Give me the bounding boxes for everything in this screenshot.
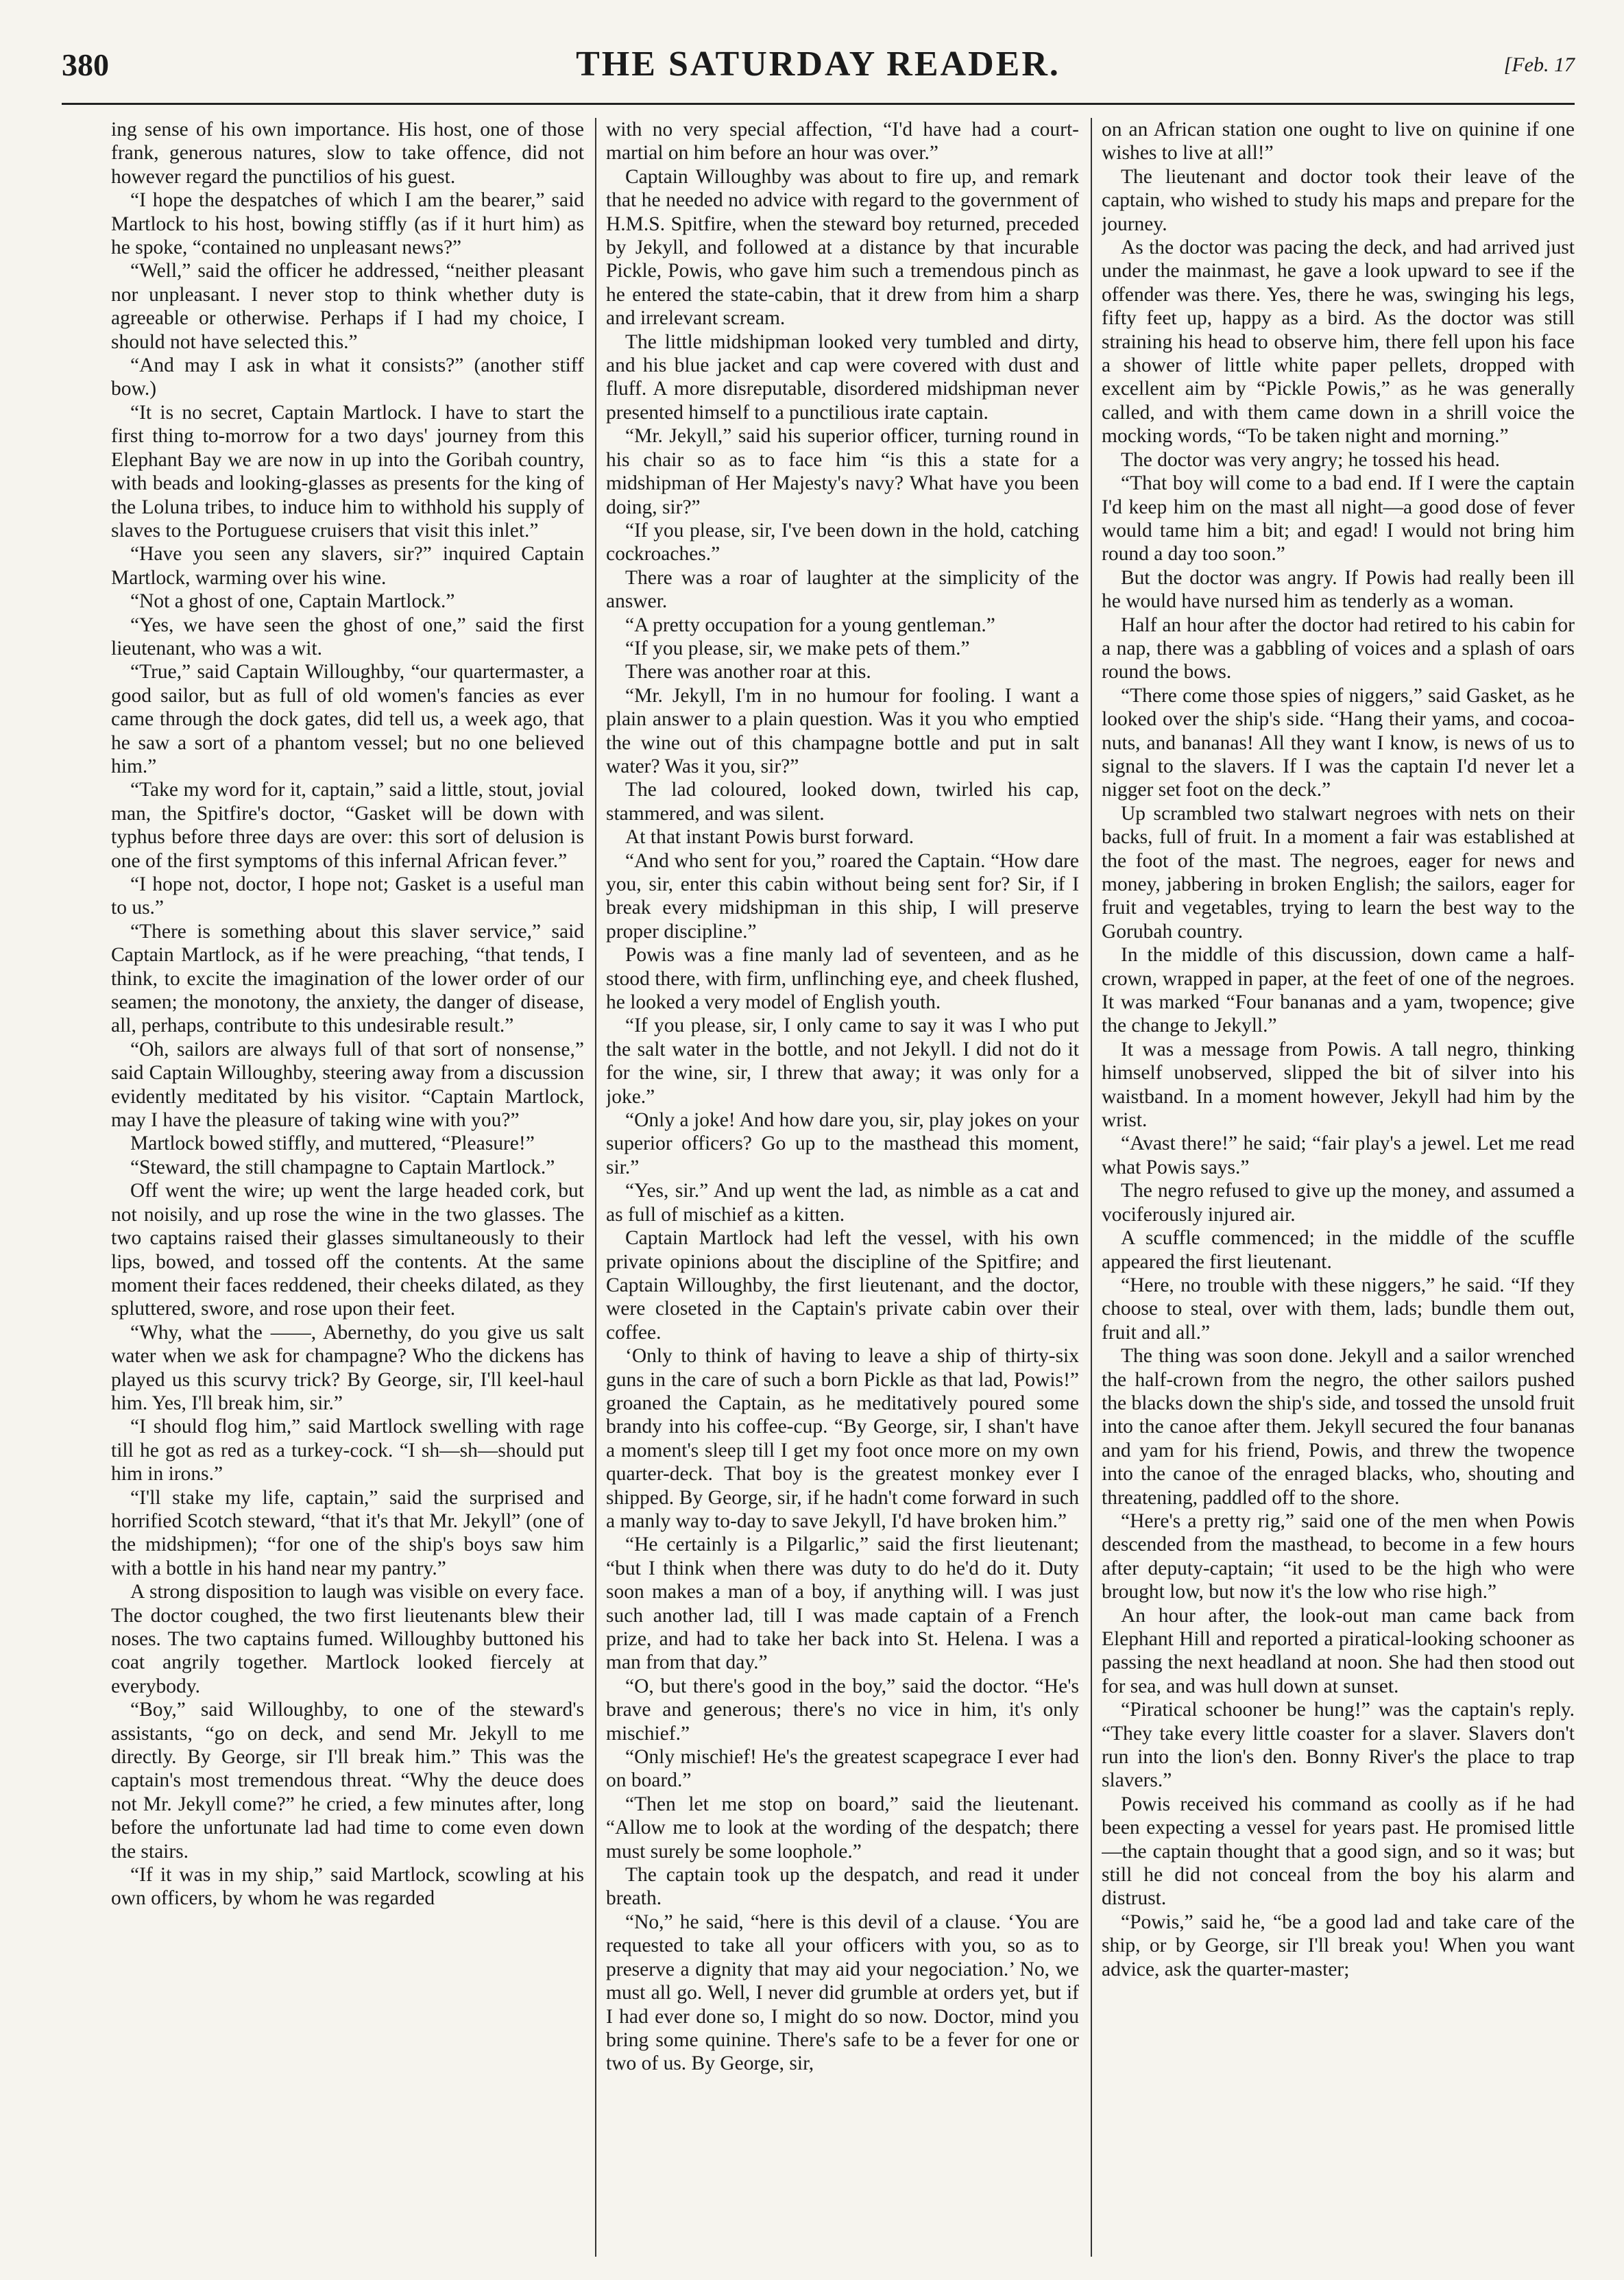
paragraph: “Avast there!” he said; “fair play's a jewel. Let me read what Powis says.”	[1102, 1132, 1575, 1178]
paragraph: “Yes, sir.” And up went the lad, as nimble as a cat and as full of mischief as a kitten.	[606, 1180, 1079, 1226]
paragraph: There was a roar of laughter at the simplicity of the answer.	[606, 566, 1079, 613]
paragraph: “Here's a pretty rig,” said one of the men when Powis descended from the masthead, to become in a few hours after deputy-captain; “it used to be the high who were brought low, but now it's the low who rise high.”	[1102, 1509, 1575, 1603]
paragraph: ing sense of his own importance. His host, one of those frank, generous natures, slow to take offence, did not however regard the punctilios of his guest.	[111, 119, 584, 188]
paragraph: “No,” he said, “here is this devil of a clause. ‘You are requested to take all your officers with you, so as to preserve a dignity that may aid your negociation.’ No, we must all go. Well, I never did grumble at orders yet, but if I had ever done so, I might do so now. Doctor, mind you bring some quinine. There's safe to be a fever for one or two of us. By George, sir,	[606, 1911, 1079, 2075]
paragraph: “There is something about this slaver service,” said Captain Martlock, as if he were preaching, “that tends, I think, to excite the imagination of the lower order of our seamen; the monotony, the anxiety, the danger of disease, all, perhaps, contribute to this undesirable result.”	[111, 920, 584, 1037]
paragraph: Powis was a fine manly lad of seventeen, and as he stood there, with firm, unflinching eye, and cheek flushed, he looked a very model of English youth.	[606, 944, 1079, 1014]
paragraph: “Well,” said the officer he addressed, “neither pleasant nor unpleasant. I never stop to think whether duty is agreeable or otherwise. Perhaps if I had my choice, I should not have selected this.”	[111, 260, 584, 353]
paragraph: “Only mischief! He's the greatest scapegrace I ever had on board.”	[606, 1746, 1079, 1792]
paragraph: “Boy,” said Willoughby, to one of the steward's assistants, “go on deck, and send Mr. Jekyll to me directly. By George, sir I'll break him.” This was the captain's most tremendous threat. “Why the deuce does not Mr. Jekyll come?” he cried, a few minutes after, long before the unfortunate lad had time to come even down the stairs.	[111, 1699, 584, 1863]
paragraph: “Here, no trouble with these niggers,” he said. “If they choose to steal, over with them, lads; bundle them out, fruit and all.”	[1102, 1274, 1575, 1344]
column-3	[1102, 118, 1575, 2257]
paragraph: “Not a ghost of one, Captain Martlock.”	[130, 590, 455, 613]
paragraph: “If you please, sir, we make pets of them.”	[625, 637, 970, 659]
paragraph: “True,” said Captain Willoughby, “our quartermaster, a good sailor, but as full of old women's fancies as ever came through the dock gates, did tell us, a week ago, that he saw a sort of a phantom vessel; but no one believed him.”	[111, 661, 584, 777]
paragraph: The negro refused to give up the money, and assumed a vociferously injured air.	[1102, 1180, 1575, 1226]
paragraph: In the middle of this discussion, down came a half-crown, wrapped in paper, at the feet of one of the negroes. It was marked “Four bananas and a yam, twopence; give the change to Jekyll.”	[1102, 944, 1575, 1037]
journal-title: THE SATURDAY READER.	[576, 45, 1061, 84]
article-columns	[111, 118, 1575, 2257]
paragraph: “Why, what the ——, Abernethy, do you give us salt water when we ask for champagne? Who the dickens has played us this scurvy trick? By George, sir, I'll keel-haul him. Yes, I'll break him, sir.”	[111, 1321, 584, 1414]
paragraph: “I should flog him,” said Martlock swelling with rage till he got as red as a turkey-cock. “I sh—sh—should put him in irons.”	[111, 1416, 584, 1485]
paragraph: “O, but there's good in the boy,” said the doctor. “He's brave and generous; there's no vice in him, it's only mischief.”	[606, 1675, 1079, 1745]
paragraph: It was a message from Powis. A tall negro, thinking himself unobserved, slipped the bit of silver into his waistband. In a moment however, Jekyll had him by the wrist.	[1102, 1038, 1575, 1132]
paragraph: “And who sent for you,” roared the Captain. “How dare you, sir, enter this cabin without being sent for? Sir, if I break every midshipman in this ship, I will preserve proper discipline.”	[606, 849, 1079, 943]
paragraph: There was another roar at this.	[625, 661, 871, 683]
paragraph: “If it was in my ship,” said Martlock, scowling at his own officers, by whom he was regarded	[111, 1864, 584, 1910]
page-number: 380	[62, 47, 109, 82]
paragraph: The doctor was very angry; he tossed his head.	[1121, 448, 1500, 471]
paragraph: Half an hour after the doctor had retired to his cabin for a nap, there was a gabbling of voices and a splash of oars round the bows.	[1102, 614, 1575, 683]
paragraph: An hour after, the look-out man came back from Elephant Hill and reported a piratical-looking schooner as passing the next headland at noon. She had then stood out for sea, and was hull down at sunset.	[1102, 1604, 1575, 1697]
paragraph: The little midshipman looked very tumbled and dirty, and his blue jacket and cap were covered with dust and fluff. A more disreputable, disordered midshipman never presented himself to a punctilious irate captain.	[606, 330, 1079, 424]
masthead	[62, 43, 1575, 90]
paragraph: “I'll stake my life, captain,” said the surprised and horrified Scotch steward, “that it's that Mr. Jekyll” (one of the midshipmen); “for one of the ship's boys saw him with a bottle in his hand near my pantry.”	[111, 1486, 584, 1579]
paragraph: “I hope not, doctor, I hope not; Gasket is a useful man to us.”	[111, 873, 584, 919]
paragraph: “It is no secret, Captain Martlock. I have to start the first thing to-morrow for a two days' journey from this Elephant Bay we are now in up into the Goribah country, with beads and looking-glasses as presents for the king of the Loluna tribes, to induce him to withhold his supply of slaves to the Portuguese cruisers that visit this inlet.”	[111, 401, 584, 542]
paragraph: The lieutenant and doctor took their leave of the captain, who wished to study his maps and prepare for the journey.	[1102, 165, 1575, 235]
paragraph: “A pretty occupation for a young gentleman.”	[625, 614, 995, 636]
issue-date: [Feb. 17	[1503, 53, 1575, 76]
paragraph: The lad coloured, looked down, twirled his cap, stammered, and was silent.	[606, 779, 1079, 825]
paragraph: “Mr. Jekyll,” said his superior officer, turning round in his chair so as to face him “is this a state for a midshipman of Her Majesty's navy? What have you been doing, sir?”	[606, 425, 1079, 518]
paragraph: Off went the wire; up went the large headed cork, but not noisily, and up rose the wine in the two glasses. The two captains raised their glasses simultaneously to their lips, bowed, and tossed off the contents. At the same moment their faces reddened, their cheeks dilated, as they spluttered, swore, and rose upon their feet.	[111, 1180, 584, 1320]
paragraph: Martlock bowed stiffly, and muttered, “Pleasure!”	[130, 1132, 535, 1155]
paragraph: At that instant Powis burst forward.	[625, 826, 914, 849]
paragraph: A scuffle commenced; in the middle of the scuffle appeared the first lieutenant.	[1102, 1227, 1575, 1273]
paragraph: Up scrambled two stalwart negroes with nets on their backs, full of fruit. In a moment a fair was established at the foot of the mast. The negroes, eager for news and money, jabbering in broken English; the sailors, eager for fruit and vegetables, trying to learn the best way to the Gorubah country.	[1102, 802, 1575, 943]
column-divider	[1091, 118, 1092, 2257]
paragraph: But the doctor was angry. If Powis had really been ill he would have nursed him as tenderly as a woman.	[1102, 566, 1575, 613]
paragraph: “There come those spies of niggers,” said Gasket, as he looked over the ship's side. “Hang their yams, and cocoa-nuts, and bananas! All they want I know, is news of us to signal to the slavers. If I was the captain I'd never let a nigger set foot on the deck.”	[1102, 684, 1575, 801]
column-divider	[595, 118, 596, 2257]
paragraph: “That boy will come to a bad end. If I were the captain I'd keep him on the mast all night—a good dose of fever would tame him a bit; and egad! I would not bring him round a day too soon.”	[1102, 472, 1575, 566]
paragraph: “He certainly is a Pilgarlic,” said the first lieutenant; “but I think when there was duty to do he'd do it. Duty soon makes a man of a boy, if anything will. I was just such another lad, till I was made captain of a French prize, and had to take her back into St. Helena. I was a man from that day.”	[606, 1533, 1079, 1674]
paragraph: “Only a joke! And how dare you, sir, play jokes on your superior officers? Go up to the masthead this moment, sir.”	[606, 1109, 1079, 1178]
paragraph: “Piratical schooner be hung!” was the captain's reply. “They take every little coaster for a slaver. Slavers don't run into the lion's den. Bonny River's the place to trap slavers.”	[1102, 1699, 1575, 1792]
paragraph: “Then let me stop on board,” said the lieutenant. “Allow me to look at the wording of the despatch; there must surely be some loophole.”	[606, 1793, 1079, 1863]
paragraph: “Powis,” said he, “be a good lad and take care of the ship, or by George, sir I'll break you! When you want advice, ask the quarter-master;	[1102, 1911, 1575, 1980]
paragraph: “Mr. Jekyll, I'm in no humour for fooling. I want a plain answer to a plain question. Was it you who emptied the wine out of this champagne bottle and put in salt water? Was it you, sir?”	[606, 684, 1079, 777]
paragraph: “If you please, sir, I only came to say it was I who put the salt water in the bottle, and not Jekyll. I did not do it for the wine, sir, I threw that away; it was only for a joke.”	[606, 1015, 1079, 1108]
paragraph: Captain Willoughby was about to fire up, and remark that he needed no advice with regard to the government of H.M.S. Spitfire, when the steward boy returned, preceded by Jekyll, and followed at a distance by that incurable Pickle, Powis, who gave him such a tremendous pinch as he entered the state-cabin, that it drew from him a sharp and irrelevant scream.	[606, 165, 1079, 330]
paragraph: “And may I ask in what it consists?” (another stiff bow.)	[111, 354, 584, 400]
paragraph: The thing was soon done. Jekyll and a sailor wrenched the half-crown from the negro, the other sailors pushed the blacks down the ship's side, and tossed the unsold fruit into the canoe after them. Jekyll secured the four bananas and yam for his friend, Powis, and threw the twopence into the canoe of the enraged blacks, who, shouting and threatening, paddled off to the shore.	[1102, 1345, 1575, 1509]
paragraph: “Oh, sailors are always full of that sort of nonsense,” said Captain Willoughby, steering away from a discussion evidently meditated by his visitor. “Captain Martlock, may I have the pleasure of taking wine with you?”	[111, 1038, 584, 1132]
paragraph: “I hope the despatches of which I am the bearer,” said Martlock to his host, bowing stiffly (as if it hurt him) as he spoke, “contained no unpleasant news?”	[111, 189, 584, 259]
paragraph: with no very special affection, “I'd have had a court-martial on him before an hour was over.”	[606, 119, 1079, 165]
column-2	[606, 118, 1079, 2257]
column-1	[111, 118, 584, 2257]
paragraph: “Steward, the still champagne to Captain Martlock.”	[130, 1156, 555, 1178]
paragraph: A strong disposition to laugh was visible on every face. The doctor coughed, the two first lieutenants blew their noses. The two captains fumed. Willoughby buttoned his coat angrily together. Martlock looked fiercely at everybody.	[111, 1581, 584, 1697]
paragraph: “Take my word for it, captain,” said a little, stout, jovial man, the Spitfire's doctor, “Gasket will be down with typhus before three days are over: this sort of delusion is one of the first symptoms of this infernal African fever.”	[111, 779, 584, 872]
paragraph: ‘Only to think of having to leave a ship of thirty-six guns in the care of such a born Pickle as that lad, Powis!” groaned the Captain, as he meditatively poured some brandy into his coffee-cup. “By George, sir, I shan't have a moment's sleep till I get my foot once more on my own quarter-deck. That boy is the greatest monkey ever I shipped. By George, sir, if he hadn't come forward in such a manly way to-day to save Jekyll, I'd have broken him.”	[606, 1345, 1079, 1532]
paragraph: “Yes, we have seen the ghost of one,” said the first lieutenant, who was a wit.	[111, 614, 584, 659]
paragraph: “If you please, sir, I've been down in the hold, catching cockroaches.”	[606, 519, 1079, 566]
paragraph: Powis received his command as coolly as if he had been expecting a vessel for years past. He promised little—the captain thought that a good sign, and so it was; but still he did not conceal from the boy his alarm and distrust.	[1102, 1793, 1575, 1910]
paragraph: Captain Martlock had left the vessel, with his own private opinions about the discipline of the Spitfire; and Captain Willoughby, the first lieutenant, and the doctor, were closeted in the Captain's private cabin over their coffee.	[606, 1227, 1079, 1344]
paragraph: The captain took up the despatch, and read it under breath.	[606, 1864, 1079, 1910]
paragraph: “Have you seen any slavers, sir?” inquired Captain Martlock, warming over his wine.	[111, 543, 584, 589]
paragraph: on an African station one ought to live on quinine if one wishes to live at all!”	[1102, 119, 1575, 165]
header-rule	[62, 103, 1575, 105]
paragraph: As the doctor was pacing the deck, and had arrived just under the mainmast, he gave a look upward to see if the offender was there. Yes, there he was, swinging his legs, fifty feet up, happy as a bird. As the doctor was still straining his head to observe him, there fell upon his face a shower of little white paper pellets, dropped with excellent aim by “Pickle Powis,” as he was generally called, and with them came down in a shrill voice the mocking words, “To be taken night and morning.”	[1102, 237, 1575, 448]
